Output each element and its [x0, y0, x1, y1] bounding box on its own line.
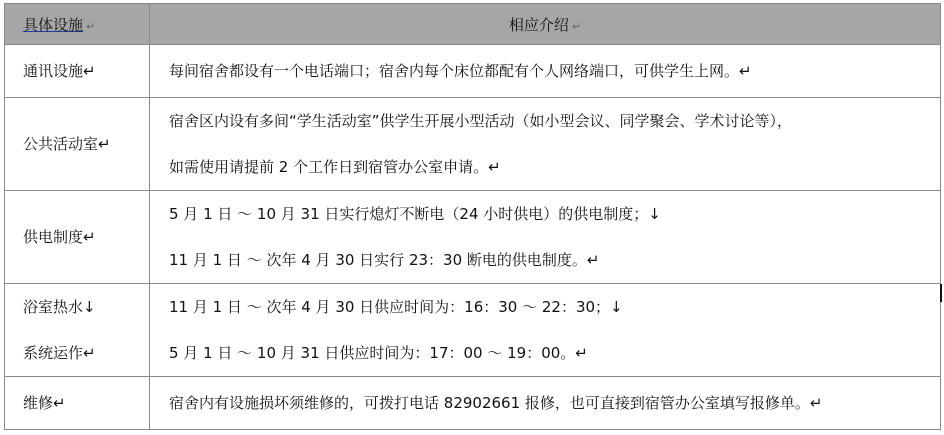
header-facility — [5, 4, 150, 45]
facility-cell — [5, 284, 150, 377]
facility-cell — [5, 45, 150, 98]
table-row — [5, 98, 941, 191]
description-line: 11 月 1 日 ～ 次年 4 月 30 日供应时间为：16：30 ～ 22：30；↓ — [169, 298, 623, 316]
description-line: 宿舍内有设施损坏须维修的，可拨打电话 82902661 报修，也可直接到宿管办公室填写报修单。↵ — [169, 394, 823, 412]
table-row — [5, 191, 941, 284]
description-cell — [150, 191, 941, 284]
description-cell — [150, 45, 941, 98]
facility-cell — [5, 377, 150, 430]
facility-label: 供电制度↵ — [23, 228, 96, 246]
facility-cell — [5, 98, 150, 191]
description-line: 5 月 1 日 ～ 10 月 31 日实行熄灯不断电（24 小时供电）的供电制度；↓ — [169, 205, 661, 223]
facilities-table — [4, 3, 941, 430]
description-line: 如需使用请提前 2 个工作日到宿管办公室申请。↵ — [169, 158, 501, 176]
facility-label: 公共活动室↵ — [23, 135, 111, 153]
facility-label: 通讯设施↵ — [23, 62, 96, 80]
table-row — [5, 284, 941, 377]
table-row — [5, 45, 941, 98]
description-cell — [150, 377, 941, 430]
facility-cell — [5, 191, 150, 284]
paragraph-mark-icon: ↵ — [86, 19, 96, 33]
description-line: 每间宿舍都设有一个电话端口；宿舍内每个床位都配有个人网络端口，可供学生上网。↵ — [169, 62, 752, 80]
header-facility-label: 具体设施 — [23, 15, 84, 34]
table-row — [5, 377, 941, 430]
facility-label: 系统运作↵ — [23, 344, 96, 362]
text-cursor — [940, 284, 942, 302]
facility-label: 维修↵ — [23, 394, 66, 412]
paragraph-mark-icon: ↵ — [571, 19, 582, 33]
table-header-row — [5, 4, 941, 45]
description-line: 5 月 1 日 ～ 10 月 31 日供应时间为：17：00 ～ 19：00。↵ — [169, 344, 588, 362]
description-cell — [150, 98, 941, 191]
header-description — [150, 4, 941, 45]
description-line: 宿舍区内设有多间“学生活动室”供学生开展小型活动（如小型会议、同学聚会、学术讨论等）， — [169, 112, 793, 130]
facility-label: 浴室热水↓ — [23, 298, 96, 316]
header-description-label: 相应介绍 — [508, 15, 569, 34]
description-cell — [150, 284, 941, 377]
description-line: 11 月 1 日 ～ 次年 4 月 30 日实行 23：30 断电的供电制度。↵ — [169, 251, 600, 269]
